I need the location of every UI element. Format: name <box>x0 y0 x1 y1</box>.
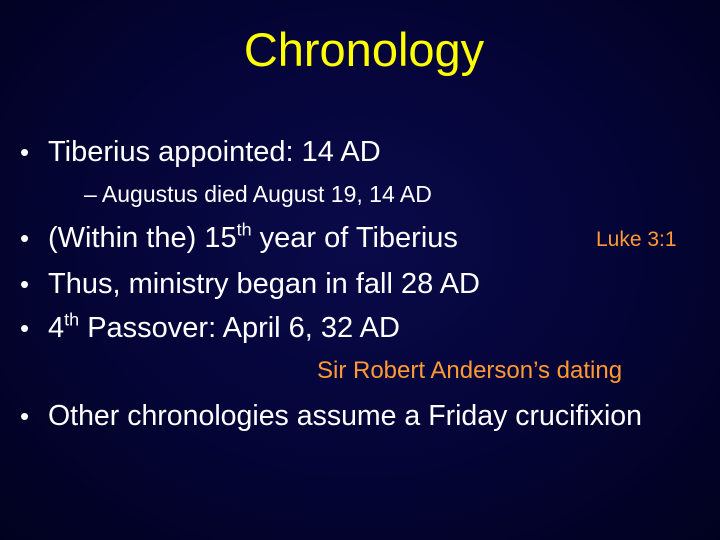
ordinal-suffix: th <box>64 309 80 330</box>
sub-bullet-text: – Augustus died August 19, 14 AD <box>84 181 432 207</box>
scripture-reference: Luke 3:1 <box>596 228 677 251</box>
bullet-text: Other chronologies assume a Friday crucifixion <box>48 400 643 432</box>
slide-title: Chronology <box>243 23 485 76</box>
dating-attribution: Sir Robert Anderson’s dating <box>317 357 623 384</box>
bullet-marker: • <box>20 313 30 343</box>
bullet-text <box>48 310 400 346</box>
bullet-item-5 <box>0 398 720 434</box>
ordinal-suffix: th <box>236 219 252 240</box>
bullet-text-post: Passover: April 6, 32 AD <box>79 312 400 344</box>
bullet-item-1 <box>0 134 720 170</box>
bullet-text-pre: 4 <box>48 312 65 344</box>
bullet-marker: • <box>20 269 30 299</box>
bullet-item-4 <box>0 310 720 346</box>
bullet-item-3 <box>0 266 720 302</box>
bullet-text: Thus, ministry began in fall 28 AD <box>48 268 480 300</box>
bullet-marker: • <box>20 137 30 167</box>
bullet-marker: • <box>20 223 30 253</box>
bullet-text-pre: (Within the) 15 <box>48 222 237 254</box>
bullet-marker: • <box>20 401 30 431</box>
bullet-text <box>48 220 458 256</box>
bullet-text: Tiberius appointed: 14 AD <box>48 136 381 168</box>
sub-bullet-item <box>0 176 720 208</box>
bullet-text-post: year of Tiberius <box>251 222 458 254</box>
